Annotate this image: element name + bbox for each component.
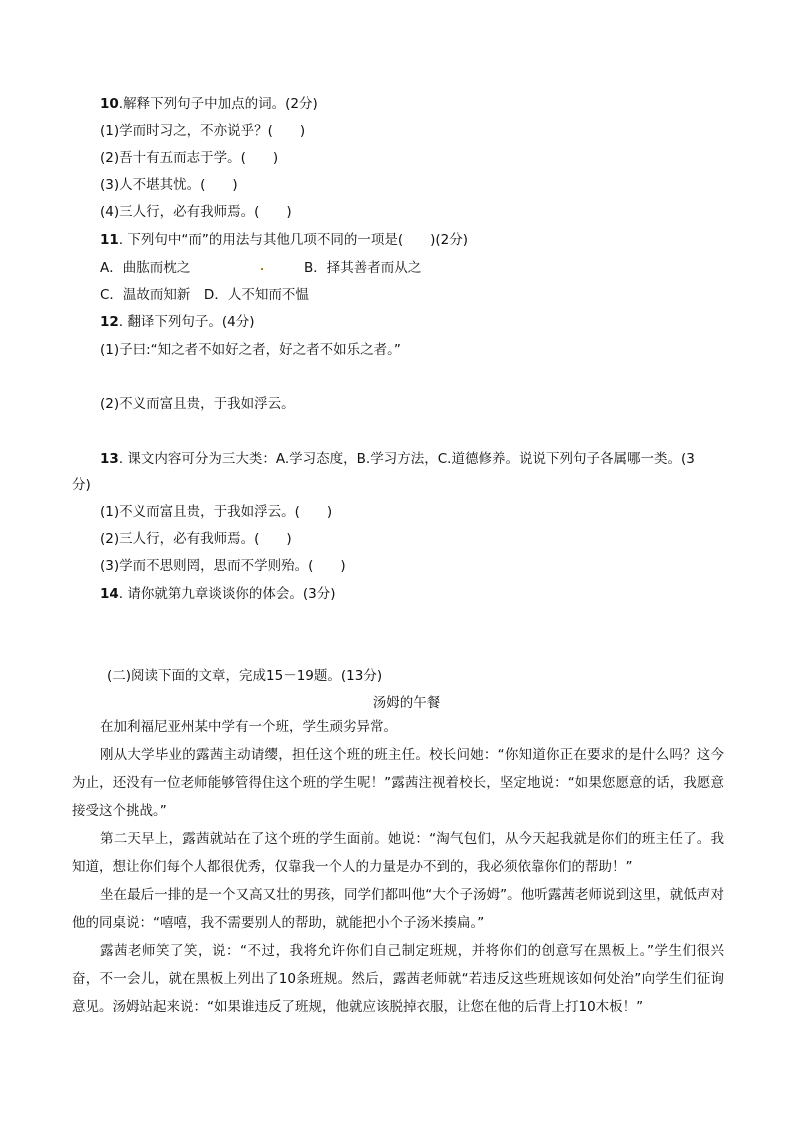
q13-number: 13: [100, 451, 119, 467]
article-paragraph-1: 在加利福尼亚州某中学有一个班，学生顽劣异常。: [100, 719, 397, 735]
q11-option-a: A．曲肱而枕之: [100, 260, 191, 276]
article-paragraph-3: 第二天早上，露茜就站在了这个班的学生面前。她说：“淘气包们，从今天起我就是你们的班主任了。我知道，想让你们每个人都很优秀，仅靠我一个人的力量是办不到的，我必须依靠你们的帮助！”: [72, 831, 724, 875]
q14-title: [100, 584, 336, 604]
q11-option-b: B．择其善者而从之: [304, 260, 422, 276]
q12-item-1: (1)子曰:“知之者不如好之者，好之者不如乐之者。”: [100, 342, 401, 358]
q10-item-4: (4)三人行，必有我师焉。( ): [100, 204, 292, 220]
q10-item-2: (2)吾十有五而志于学。( ): [100, 150, 279, 166]
q13-item-1: (1)不义而富且贵，于我如浮云。( ): [100, 504, 333, 520]
q10-item-1: (1)学而时习之，不亦说乎？( ): [100, 123, 306, 139]
q12-number: 12: [100, 314, 119, 330]
q14-title-text: . 请你就第九章谈谈你的体会。(3分): [118, 586, 336, 602]
q14-number: 14: [100, 586, 119, 602]
q13-item-3: (3)学而不思则罔，思而不学则殆。( ): [100, 558, 346, 574]
q10-item-3: (3)人不堪其忧。( ): [100, 177, 238, 193]
q11-title: [100, 230, 468, 250]
q13-title-text: . 课文内容可分为三大类：A.学习态度，B.学习方法，C.道德修养。说说下列句子各属哪一类。(3: [118, 451, 695, 467]
q10-title: [100, 94, 318, 114]
article-paragraph-2: 刚从大学毕业的露茜主动请缨，担任这个班的班主任。校长问她：“你知道你正在要求的是什么吗？这今为止，还没有一位老师能够管得住这个班的学生呢！”露茜注视着校长，坚定地说：“如果您愿意的话，我愿意接受这个挑战。”: [72, 747, 724, 819]
article-paragraph-4: 坐在最后一排的是一个又高又壮的男孩，同学们都叫他“大个子汤姆”。他听露茜老师说到这里，就低声对他的同桌说：“嘻嘻，我不需要别人的帮助，就能把小个子汤米揍扁。”: [72, 887, 724, 931]
q11-option-cd: C．温故而知新 D．人不知而不愠: [100, 287, 309, 303]
q13-title-line2: 分): [72, 477, 91, 493]
q12-title-text: . 翻译下列句子。(4分): [118, 314, 255, 330]
article-title: 汤姆的午餐: [372, 695, 441, 711]
q12-title: [100, 312, 255, 332]
q13-title-line1: [100, 449, 695, 469]
article-paragraph-5: 露茜老师笑了笑，说：“不过，我将允许你们自己制定班规，并将你们的创意写在黑板上。”学生们很兴奋，不一会儿，就在黑板上列出了10条班规。然后，露茜老师就“若违反这些班规该如何处治”向学生们征询意见。汤姆站起来说：“如果谁违反了班规，他就应该脱掉衣服，让您在他的后背上打10木板！”: [72, 943, 724, 1015]
q13-item-2: (2)三人行，必有我师焉。( ): [100, 531, 292, 547]
stray-dot: [261, 268, 263, 270]
q10-title-text: .解释下列句子中加点的词。(2分): [118, 96, 318, 112]
section2-heading: (二)阅读下面的文章，完成15－19题。(13分): [107, 668, 383, 684]
q12-item-2: (2)不义而富且贵，于我如浮云。: [100, 396, 295, 412]
q11-number: 11: [100, 232, 119, 248]
q10-number: 10: [100, 96, 119, 112]
q11-title-text: . 下列句中“而”的用法与其他几项不同的一项是( )(2分): [118, 232, 469, 248]
